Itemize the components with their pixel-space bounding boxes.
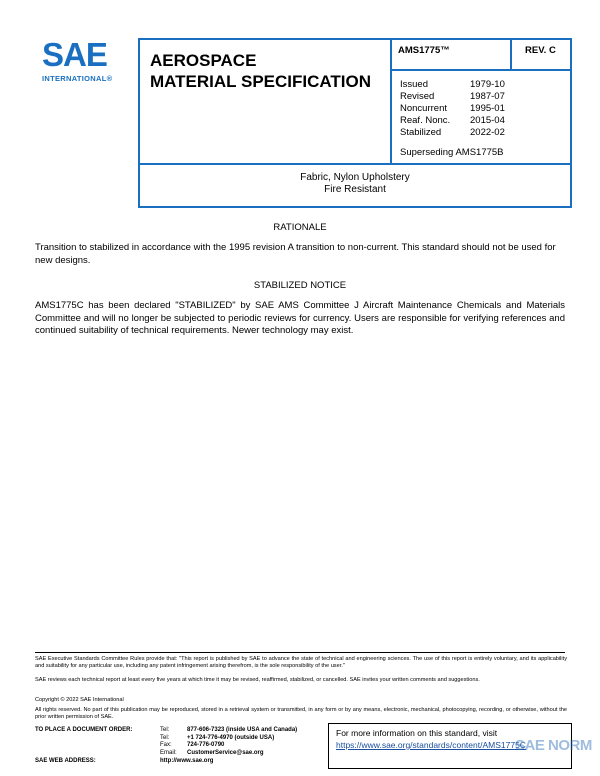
contact-label: Fax: (160, 742, 172, 749)
contact-row (160, 735, 330, 743)
logo-subtitle: INTERNATIONAL® (42, 74, 113, 83)
standard-url-link[interactable]: https://www.sae.org/standards/content/AMS1775C (336, 740, 526, 750)
date-value: 1987-07 (470, 91, 505, 102)
date-value: 2015-04 (470, 115, 505, 126)
date-row (400, 127, 505, 139)
date-label: Issued (400, 79, 428, 90)
document-subject (140, 172, 570, 196)
footer-divider (35, 652, 565, 653)
header-divider-horizontal (390, 69, 572, 71)
web-address-link[interactable]: http://www.sae.org (160, 758, 214, 764)
date-label: Reaf. Nonc. (400, 115, 451, 126)
date-label: Revised (400, 91, 435, 102)
contact-row (160, 750, 330, 758)
contact-label: Email: (160, 749, 177, 756)
stabilized-notice-heading: STABILIZED NOTICE (253, 280, 347, 291)
logo-wordmark: SAE (42, 36, 107, 73)
subject-line-1: Fabric, Nylon Upholstery (300, 172, 410, 183)
rationale-heading: RATIONALE (273, 222, 327, 233)
contact-value[interactable]: CustomerService@sae.org (187, 749, 264, 756)
order-label: TO PLACE A DOCUMENT ORDER: (35, 727, 133, 733)
document-number: AMS1775™ (398, 45, 450, 56)
contact-row (160, 727, 330, 735)
document-title (150, 50, 371, 92)
date-row (400, 115, 505, 127)
contact-list (160, 727, 330, 757)
sae-logo (40, 38, 120, 88)
date-list (400, 79, 505, 139)
date-value: 2022-02 (470, 127, 505, 138)
rights-text: All rights reserved. No part of this publication may be reproduced, stored in a retrieval system or transmitted, in any form or by any means, electronic, mechanical, photocopying, recording, or otherwise, without the prior written permission of SAE. (35, 707, 567, 721)
contact-value: +1 724-776-4970 (outside USA) (187, 734, 275, 741)
rules-text: SAE Executive Standards Committee Rules provide that: "This report is published by SAE to advance the state of technical and engineering sciences. The use of this report is entirely voluntary, and its applicability and suitability for any particular use, including any patent infringement arising therefrom, is the sole responsibility of the user." (35, 656, 567, 670)
header-divider-rev (510, 38, 512, 70)
contact-label: Tel: (160, 734, 170, 741)
revision-label: REV. C (525, 45, 556, 56)
title-line-2: MATERIAL SPECIFICATION (150, 72, 371, 91)
info-title: For more information on this standard, visit (336, 728, 498, 738)
watermark: SAE NORM (515, 737, 592, 754)
contact-label: Tel: (160, 727, 170, 733)
review-text: SAE reviews each technical report at least every five years at which time it may be revised, reaffirmed, stabilized, or cancelled. SAE invites your written comments and suggestions. (35, 677, 480, 683)
date-row (400, 79, 505, 91)
contact-value: 724-776-0790 (187, 742, 225, 749)
title-line-1: AEROSPACE (150, 51, 257, 70)
contact-row (160, 742, 330, 750)
contact-value: 877-606-7323 (inside USA and Canada) (187, 727, 298, 733)
date-value: 1979-10 (470, 79, 505, 90)
date-label: Stabilized (400, 127, 442, 138)
header-divider-vertical (390, 38, 392, 164)
rationale-text: Transition to stabilized in accordance with the 1995 revision A transition to non-current. This standard should not be used for new designs. (35, 242, 556, 266)
copyright-text: Copyright © 2022 SAE International (35, 697, 124, 703)
stabilized-notice-text: AMS1775C has been declared "STABILIZED" by SAE AMS Committee J Aircraft Maintenance Chemicals and Materials Committee and will no longer be subjected to periodic reviews for currency. Users are responsible for verifying references and continued suitability of technical requirements. Newer technology may exist. (35, 300, 565, 336)
web-label: SAE WEB ADDRESS: (35, 758, 96, 764)
superseding-note: Superseding AMS1775B (400, 147, 504, 158)
subject-line-2: Fire Resistant (324, 184, 386, 195)
date-value: 1995-01 (470, 103, 505, 114)
date-row (400, 91, 505, 103)
header-divider-subject (138, 163, 572, 165)
date-row (400, 103, 505, 115)
date-label: Noncurrent (400, 103, 447, 114)
